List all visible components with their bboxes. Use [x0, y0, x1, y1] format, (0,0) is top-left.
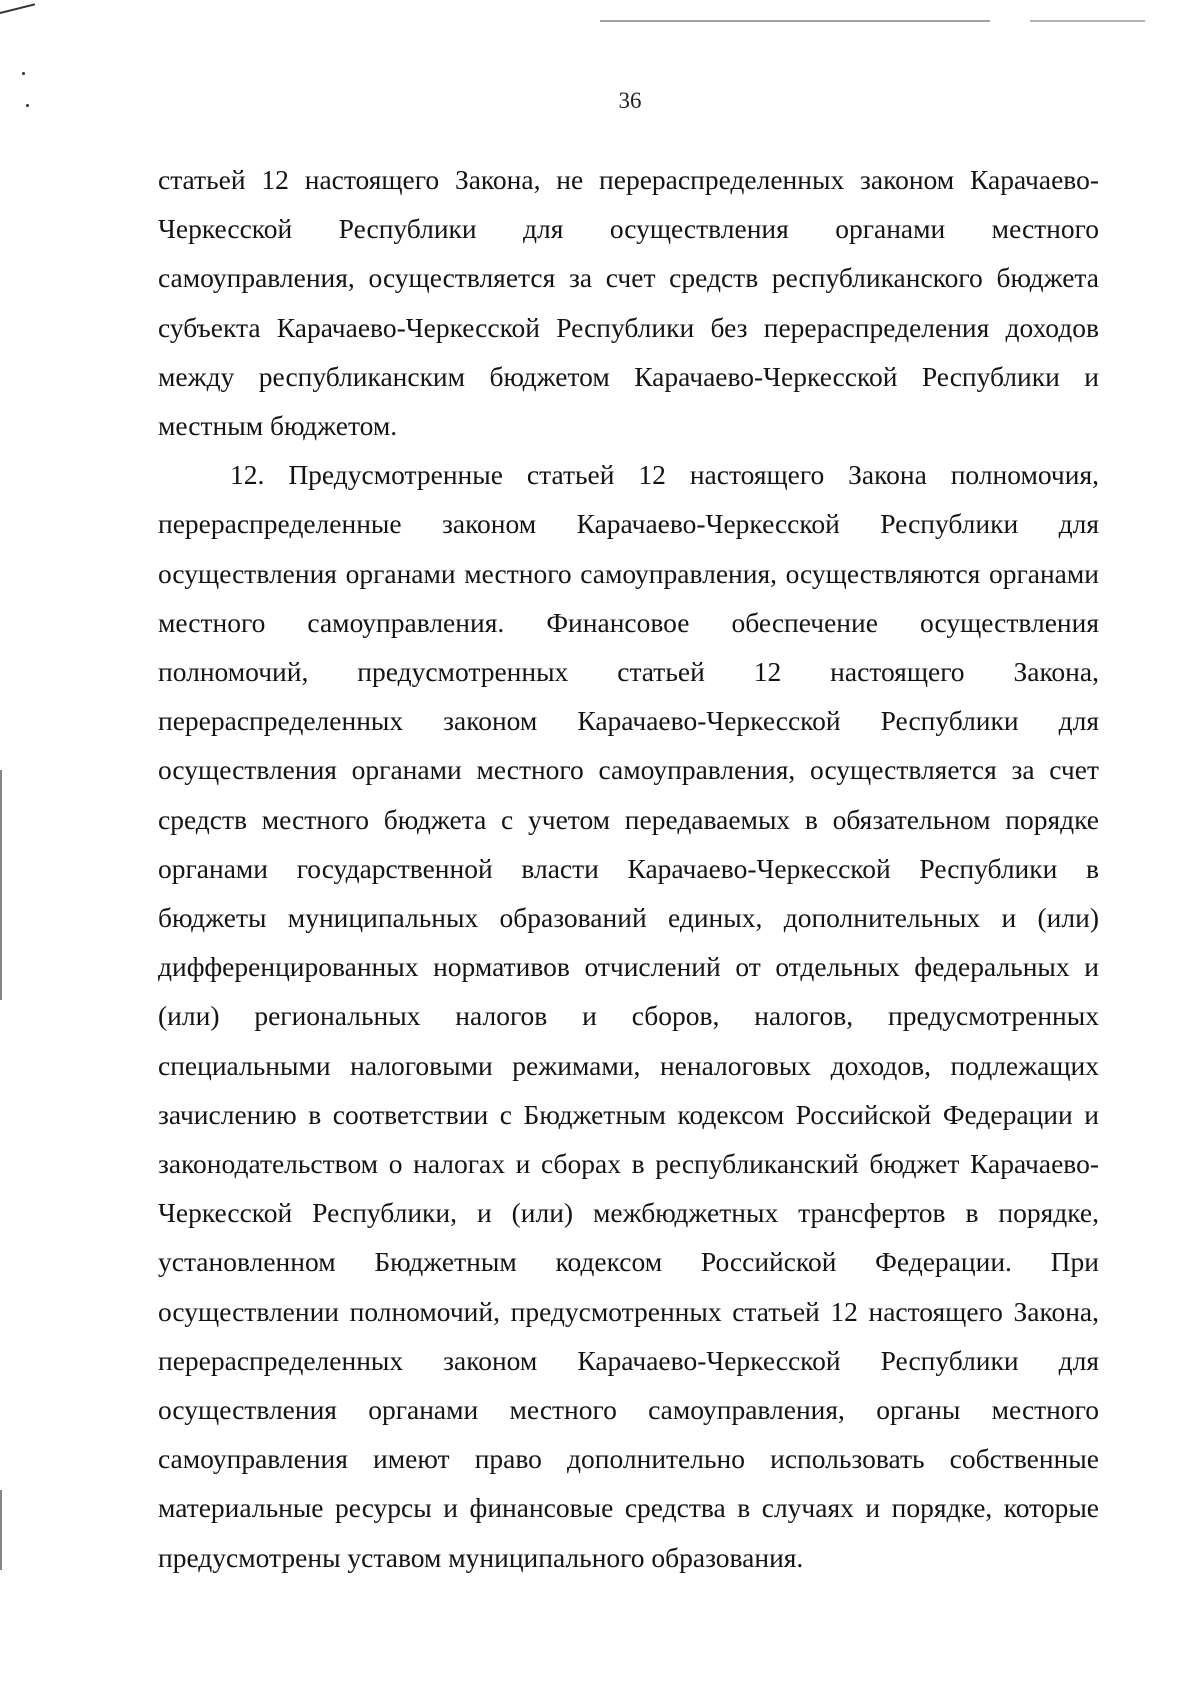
scan-artifact-left-edge-lower — [0, 1490, 2, 1570]
scan-artifact-top-rule-right — [1030, 20, 1145, 22]
scan-artifact-dot — [22, 72, 25, 75]
scan-artifact-left-edge — [0, 770, 2, 1000]
page-number: 36 — [618, 88, 642, 113]
paragraph-continuation: статьей 12 настоящего Закона, не перераспределенных законом Карачаево-Черкесской Республики для осуществления органами местного самоуправления, осуществляется за счет средств республиканского бюджета субъекта Карачаево-Черкесской Республики без перераспределения доходов между республиканским бюджетом Карачаево-Черкесской Республики и местным бюджетом. — [158, 164, 1099, 442]
scan-artifact-top-rule — [600, 20, 990, 22]
paragraph-item-12: 12. Предусмотренные статьей 12 настоящего Закона полномочия, перераспределенные законом Карачаево-Черкесской Республики для осуществления органами местного самоуправления, осуществляются органами местного самоуправления. Финансовое обеспечение осуществления полномочий, предусмотренных статьей 12 настоящего Закона, перераспределенных законом Карачаево-Черкесской Республики для осуществления органами местного самоуправления, осуществляется за счет средств местного бюджета с учетом передаваемых в обязательном порядке органами государственной власти Карачаево-Черкесской Республики в бюджеты муниципальных образований единых, дополнительных и (или) дифференцированных нормативов отчислений от отдельных федеральных и (или) региональных налогов и сборов, налогов, предусмотренных специальными налоговыми режимами, неналоговых доходов, подлежащих зачислению в соответствии с Бюджетным кодексом Российской Федерации и законодательством о налогах и сборах в республиканский бюджет Карачаево-Черкесской Республики, и (или) межбюджетных трансфертов в порядке, установленном Бюджетным кодексом Российской Федерации. При осуществлении полномочий, предусмотренных статьей 12 настоящего Закона, перераспределенных законом Карачаево-Черкесской Республики для осуществления органами местного самоуправления, органы местного самоуправления имеют право дополнительно использовать собственные материальные ресурсы и финансовые средства в случаях и порядке, которые предусмотрены уставом муниципального образования. — [158, 459, 1099, 1573]
scan-artifact-corner-mark — [0, 3, 35, 14]
document-body — [158, 155, 1099, 1582]
